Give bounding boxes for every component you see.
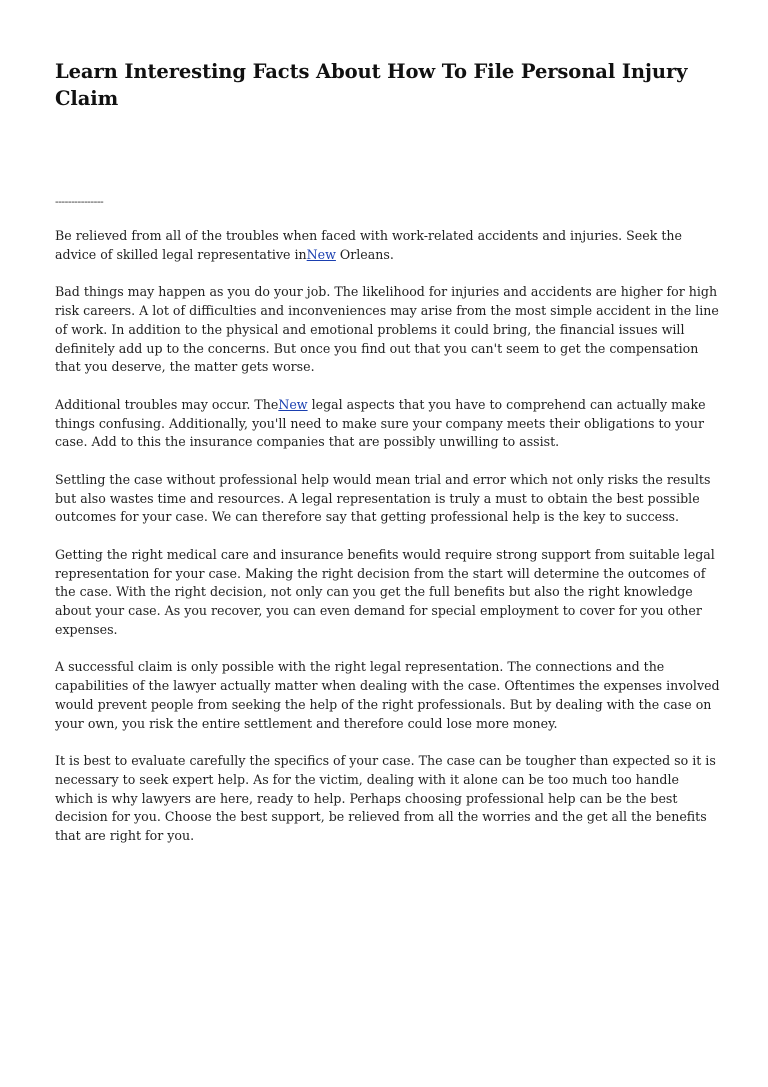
new-legal-link[interactable]: New: [278, 396, 308, 412]
paragraph-6: A successful claim is only possible with the right legal representation. The connections and the capabilities of the lawyer actually matter when dealing with the case. Oftentimes the expenses involved would prevent people from seeking the help of the right professionals. But by dealing with the case on your own, you risk the entire settlement and therefore could lose more money.: [55, 659, 720, 731]
paragraph-7: It is best to evaluate carefully the specifics of your case. The case can be tougher than expected so it is necessary to seek expert help. As for the victim, dealing with it alone can be too much too handle which is why lawyers are here, ready to help. Perhaps choosing professional help can be the best decision for you. Choose the best support, be relieved from all the worries and the get all the benefits that are right for you.: [55, 753, 716, 844]
paragraph-4: Settling the case without professional help would mean trial and error which not only risks the results but also wastes time and resources. A legal representation is truly a must to obtain the best possible outcomes for your case. We can therefore say that getting professional help is the key to success.: [55, 471, 711, 525]
separator-line: ---------------: [55, 195, 104, 208]
paragraph-3: [55, 396, 720, 452]
paragraph-1-text-before: Be relieved from all of the troubles when faced with work-related accidents and injuries. Seek the advice of skilled legal representative in: [55, 228, 682, 262]
paragraph-1-text-after: Orleans.: [335, 246, 394, 262]
document-page: [55, 58, 720, 846]
paragraph-1: [55, 227, 720, 265]
new-orleans-link[interactable]: New: [306, 246, 336, 262]
paragraph-5: Getting the right medical care and insurance benefits would require strong support from suitable legal representation for your case. Making the right decision from the start will determine the outcomes of the case. With the right decision, not only can you get the full benefits but also the right knowledge about your case. As you recover, you can even demand for special employment to cover for you other expenses.: [55, 546, 715, 637]
paragraph-2: Bad things may happen as you do your job. The likelihood for injuries and accidents are higher for high risk careers. A lot of difficulties and inconveniences may arise from the most simple accident in the line of work. In addition to the physical and emotional problems it could bring, the financial issues will definitely add up to the concerns. But once you find out that you can't seem to get the compensation that you deserve, the matter gets worse.: [55, 284, 719, 375]
paragraph-3-text-after: legal aspects that you have to comprehend can actually make things confusing. Additionally, you'll need to make sure your company meets their obligations to your case. Add to this the insurance companies that are possibly unwilling to assist.: [55, 396, 706, 450]
document-title: Learn Interesting Facts About How To File Personal Injury Claim: [55, 60, 688, 110]
paragraph-3-text-before: Additional troubles may occur. The: [55, 396, 279, 412]
